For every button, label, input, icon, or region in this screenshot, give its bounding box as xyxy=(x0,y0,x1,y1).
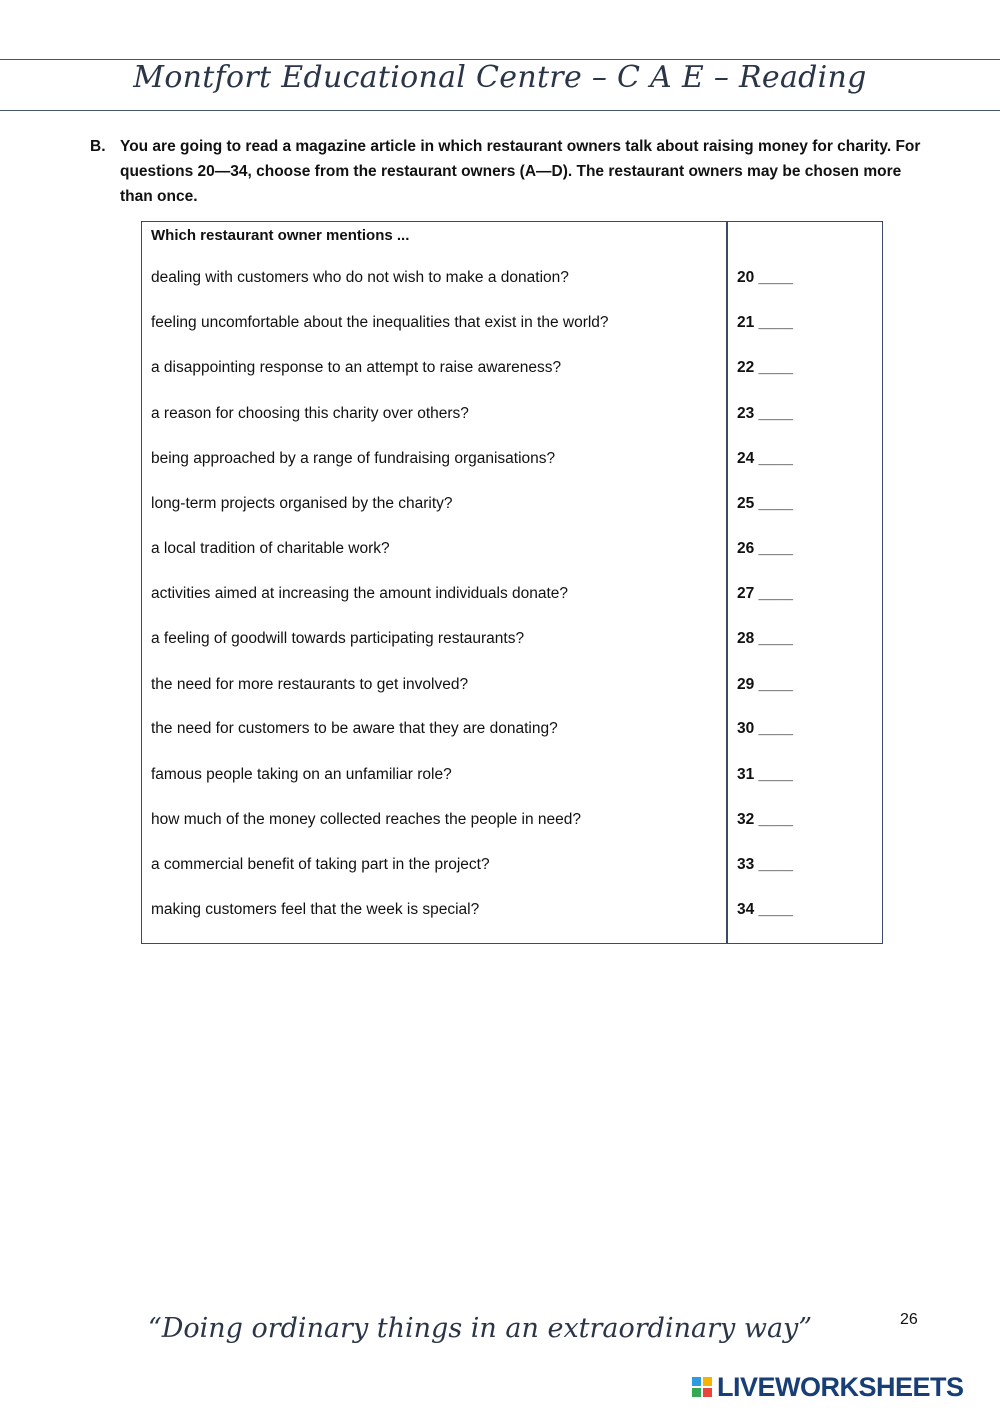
table-row xyxy=(142,585,882,609)
question-text: a reason for choosing this charity over others? xyxy=(151,405,469,422)
table-row xyxy=(142,359,882,383)
header-bottom-rule xyxy=(0,110,1000,111)
question-text: how much of the money collected reaches the people in need? xyxy=(151,811,581,828)
question-text: a feeling of goodwill towards participating restaurants? xyxy=(151,630,525,647)
table-row xyxy=(142,540,882,564)
question-text: a local tradition of charitable work? xyxy=(151,540,390,557)
answer-blank-28[interactable]: 28 ____ xyxy=(737,630,794,647)
question-text: famous people taking on an unfamiliar role? xyxy=(151,766,452,783)
question-text: a commercial benefit of taking part in the project? xyxy=(151,856,490,873)
question-text: feeling uncomfortable about the inequalities that exist in the world? xyxy=(151,314,609,331)
question-text: the need for more restaurants to get involved? xyxy=(151,676,469,693)
answer-blank-23[interactable]: 23 ____ xyxy=(737,405,794,422)
question-text: a disappointing response to an attempt to raise awareness? xyxy=(151,359,562,376)
answer-blank-27[interactable]: 27 ____ xyxy=(737,585,794,602)
answer-blank-33[interactable]: 33 ____ xyxy=(737,856,794,873)
table-header: Which restaurant owner mentions ... xyxy=(151,227,410,244)
answer-blank-32[interactable]: 32 ____ xyxy=(737,811,794,828)
answer-blank-29[interactable]: 29 ____ xyxy=(737,676,794,693)
question-text: long-term projects organised by the charity? xyxy=(151,495,453,512)
question-text: dealing with customers who do not wish to make a donation? xyxy=(151,269,569,286)
table-row xyxy=(142,766,882,790)
table-row xyxy=(142,811,882,835)
answer-blank-21[interactable]: 21 ____ xyxy=(737,314,794,331)
table-row xyxy=(142,495,882,519)
question-text: the need for customers to be aware that they are donating? xyxy=(151,720,558,737)
question-text: being approached by a range of fundraising organisations? xyxy=(151,450,556,467)
table-row xyxy=(142,901,882,925)
table-row xyxy=(142,269,882,293)
answer-blank-34[interactable]: 34 ____ xyxy=(737,901,794,918)
answer-blank-31[interactable]: 31 ____ xyxy=(737,766,794,783)
table-row xyxy=(142,450,882,474)
question-text: making customers feel that the week is special? xyxy=(151,901,480,918)
answer-blank-24[interactable]: 24 ____ xyxy=(737,450,794,467)
table-row xyxy=(142,676,882,700)
answer-blank-22[interactable]: 22 ____ xyxy=(737,359,794,376)
question-text: activities aimed at increasing the amount individuals donate? xyxy=(151,585,569,602)
answer-blank-30[interactable]: 30 ____ xyxy=(737,720,794,737)
answer-blank-26[interactable]: 26 ____ xyxy=(737,540,794,557)
table-row xyxy=(142,314,882,338)
page-title: Montfort Educational Centre – C A E – Reading xyxy=(133,60,867,95)
table-row xyxy=(142,405,882,429)
section-letter: B. xyxy=(90,138,106,155)
questions-table xyxy=(141,221,883,944)
table-row xyxy=(142,630,882,654)
answer-blank-25[interactable]: 25 ____ xyxy=(737,495,794,512)
page-number: 26 xyxy=(900,1311,918,1328)
table-row xyxy=(142,720,882,744)
table-row xyxy=(142,856,882,880)
liveworksheets-wordmark: LIVEWORKSHEETS xyxy=(717,1372,964,1402)
answer-blank-20[interactable]: 20 ____ xyxy=(737,269,794,286)
liveworksheets-logo-icon xyxy=(692,1377,712,1397)
instructions-text: You are going to read a magazine article in which restaurant owners talk about raising money for charity. For questions 20—34, choose from the restaurant owners (A—D). The restaurant owners may be chosen more than once. xyxy=(120,138,921,205)
footer-motto: “Doing ordinary things in an extraordinary way” xyxy=(147,1313,813,1344)
